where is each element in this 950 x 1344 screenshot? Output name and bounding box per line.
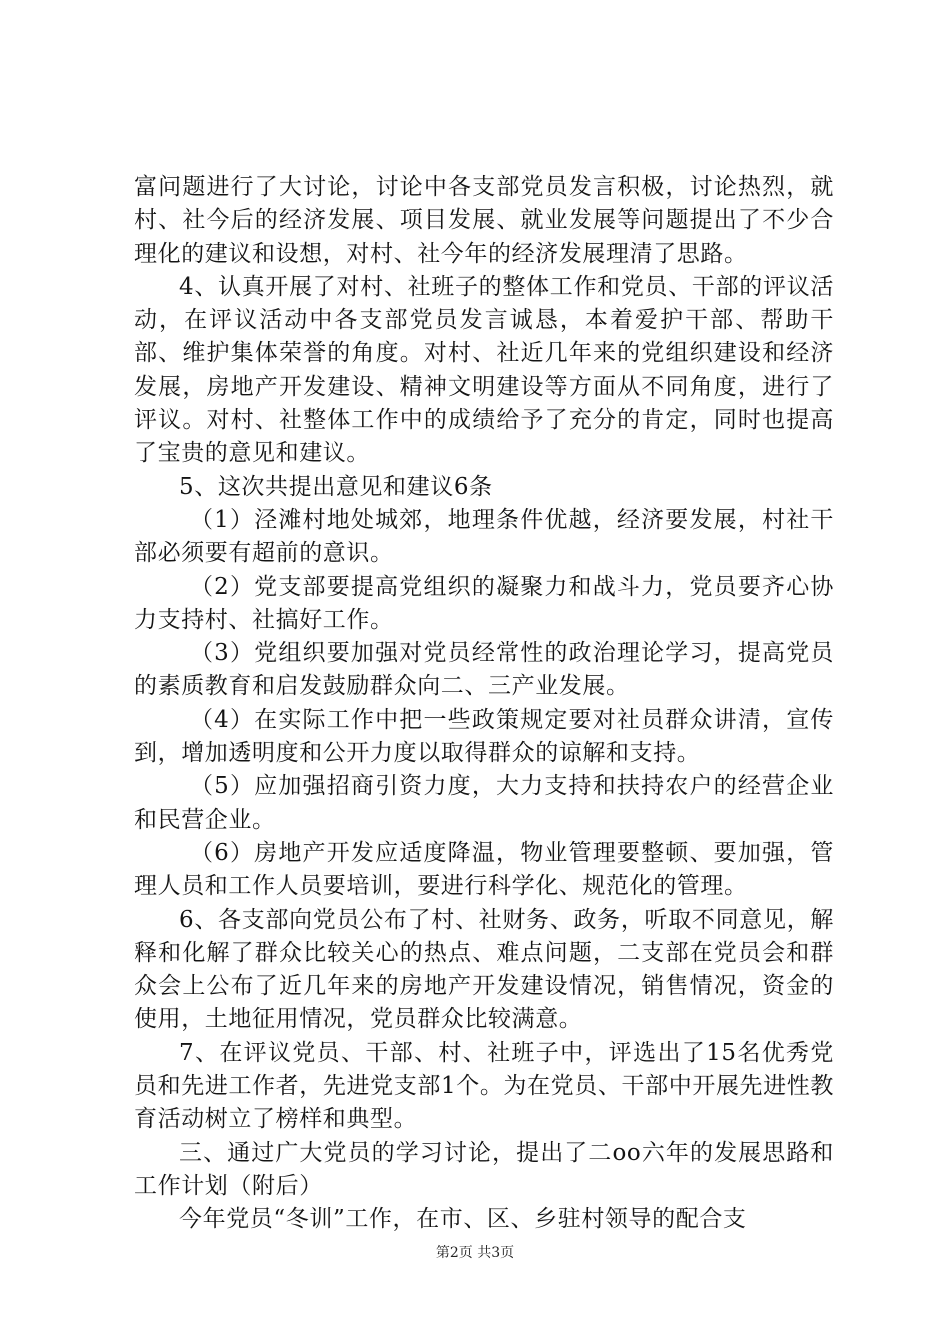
suggestion-1: （1）泾滩村地处城郊，地理条件优越，经济要发展，村社干部必须要有超前的意识。: [134, 506, 834, 567]
suggestion-2: （2）党支部要提高党组织的凝聚力和战斗力，党员要齐心协力支持村、社搞好工作。: [134, 573, 834, 633]
suggestion-6: （6）房地产开发应适度降温，物业管理要整顿、要加强，管理人员和工作人员要培训，要进行科学化、规范化的管理。: [134, 839, 834, 900]
page-footer: 第2页 共3页: [435, 1245, 515, 1261]
suggestion-4: （4）在实际工作中把一些政策规定要对社员群众讲清，宣传到，增加透明度和公开力度以取得群众的谅解和支持。: [134, 706, 834, 767]
paragraph-continued: 富问题进行了大讨论，讨论中各支部党员发言积极，讨论热烈，就村、社今后的经济发展、项目发展、就业发展等问题提出了不少合理化的建议和设想，对村、社今年的经济发展理清了思路。: [134, 174, 834, 267]
section-three-heading: 三、通过广大党员的学习讨论，提出了二oo六年的发展思路和工作计划（附后）: [134, 1139, 834, 1199]
paragraph-item-7: 7、在评议党员、干部、村、社班子中，评选出了15名优秀党员和先进工作者，先进党支部1个。为在党员、干部中开展先进性教育活动树立了榜样和典型。: [134, 1039, 834, 1133]
paragraph-closing: 今年党员“冬训”工作，在市、区、乡驻村领导的配合支: [179, 1206, 747, 1233]
paragraph-item-5: 5、这次共提出意见和建议6条: [179, 473, 493, 500]
suggestion-3: （3）党组织要加强对党员经常性的政治理论学习，提高党员的素质教育和启发鼓励群众向二、三产业发展。: [134, 640, 834, 700]
suggestion-5: （5）应加强招商引资力度，大力支持和扶持农户的经营企业和民营企业。: [134, 773, 834, 833]
paragraph-item-4: 4、认真开展了对村、社班子的整体工作和党员、干部的评议活动，在评议活动中各支部党员发言诚恳，本着爱护干部、帮助干部、维护集体荣誉的角度。对村、社近几年来的党组织建设和经济发展，房地产开发建设、精神文明建设等方面从不同角度，进行了评议。对村、社整体工作中的成绩给予了充分的肯定，同时也提高了宝贵的意见和建议。: [134, 273, 834, 467]
paragraph-item-6: 6、各支部向党员公布了村、社财务、政务，听取不同意见，解释和化解了群众比较关心的热点、难点问题，二支部在党员会和群众会上公布了近几年来的房地产开发建设情况，销售情况，资金的使用，土地征用情况，党员群众比较满意。: [134, 906, 834, 1033]
document-body: [134, 171, 834, 1237]
